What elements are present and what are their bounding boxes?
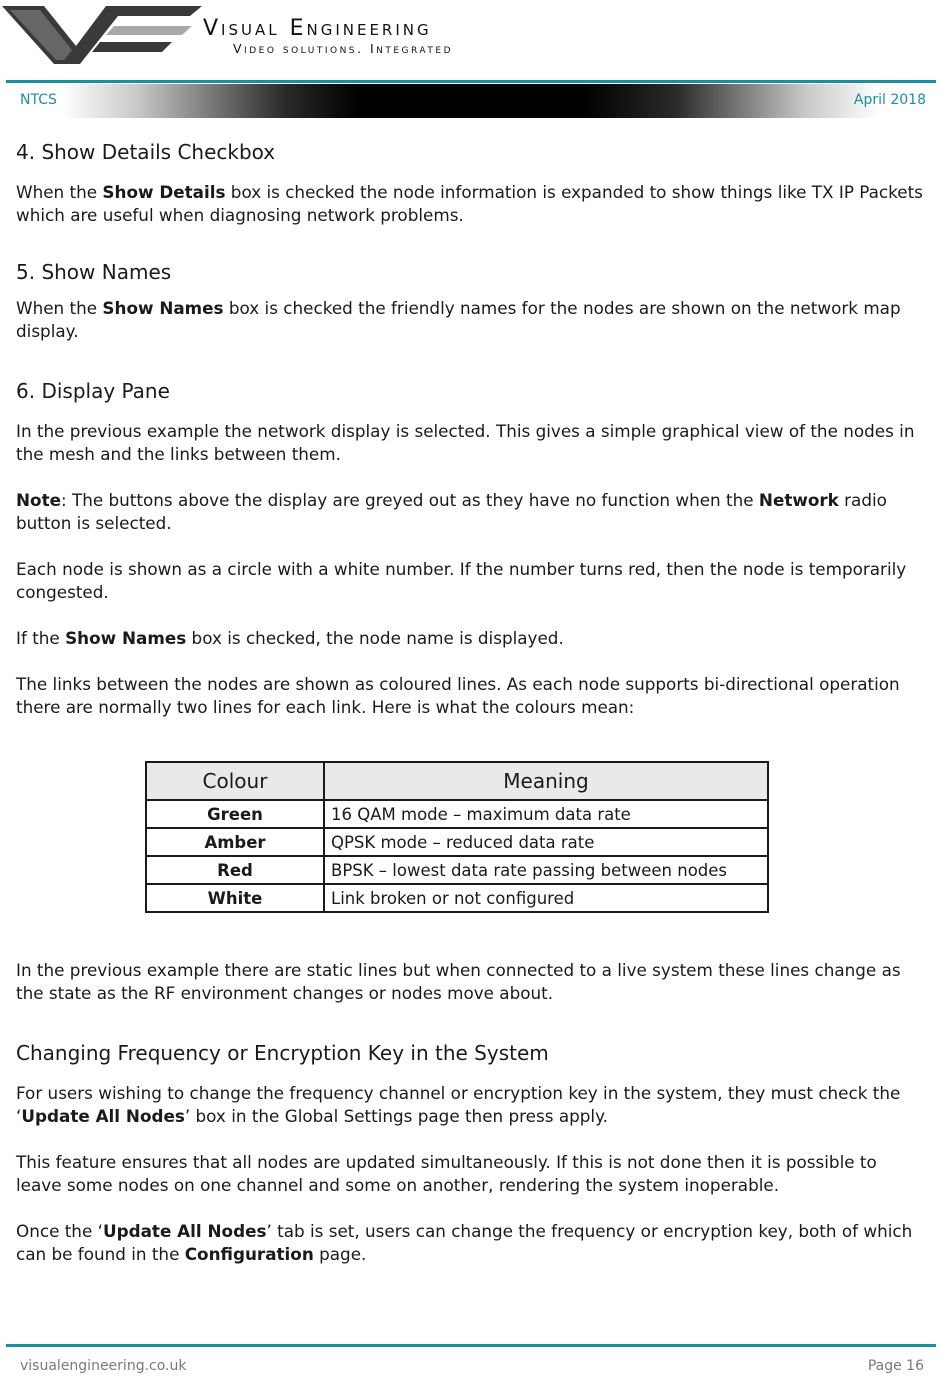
section-heading-show-details: 4. Show Details Checkbox: [16, 140, 276, 164]
bold-text: Update All Nodes: [21, 1106, 185, 1126]
table-cell-colour: White: [146, 884, 324, 912]
table-row: [146, 828, 768, 856]
text: ’ box in the Global Settings page then press apply.: [184, 1106, 608, 1126]
table-cell-meaning: 16 QAM mode – maximum data rate: [324, 800, 768, 828]
page-header: [0, 0, 950, 80]
table-cell-meaning: BPSK – lowest data rate passing between nodes: [324, 856, 768, 884]
paragraph-after-table: In the previous example there are static lines but when connected to a live system these lines change as the state as the RF environment changes or nodes move about.: [16, 960, 901, 1003]
bold-text: Show Details: [102, 182, 226, 202]
text: box is checked the node information is expanded to show things like TX IP Packets which are useful when diagnosing network problems.: [16, 182, 923, 225]
page-content: [16, 139, 926, 1289]
section-heading-show-names: 5. Show Names: [16, 260, 172, 284]
paragraph-display-pane-5: The links between the nodes are shown as coloured lines. As each node supports bi-directional operation there are normally two lines for each link. Here is what the colours mean:: [16, 674, 900, 717]
table-cell-meaning: Link broken or not configured: [324, 884, 768, 912]
paragraph-changing-frequency-3: [16, 1220, 926, 1266]
document-date: April 2018: [853, 92, 926, 108]
header-gradient-band: [6, 84, 936, 118]
table-header-row: [146, 762, 768, 800]
text: page.: [313, 1244, 367, 1264]
paragraph-changing-frequency-2: This feature ensures that all nodes are updated simultaneously. If this is not done then it is possible to leave some nodes on one channel and some on another, rendering the system inoperable.: [16, 1152, 877, 1195]
table-row: [146, 856, 768, 884]
bold-text: Show Names: [65, 628, 187, 648]
document-label: NTCS: [20, 92, 57, 108]
paragraph-display-pane-4: [16, 627, 926, 650]
paragraph-show-names: [16, 297, 926, 343]
text: box is checked, the node name is displayed.: [186, 628, 564, 648]
paragraph-changing-frequency-1: [16, 1082, 926, 1128]
table-header-colour: Colour: [146, 762, 324, 800]
bold-text: Show Names: [102, 298, 224, 318]
footer-page-number: Page 16: [867, 1358, 924, 1374]
text: When the: [16, 182, 103, 202]
text: Once the ‘: [16, 1221, 103, 1241]
paragraph-display-pane-note: [16, 489, 926, 535]
paragraph-display-pane-3: Each node is shown as a circle with a white number. If the number turns red, then the node is temporarily congested.: [16, 559, 907, 602]
header-divider: [6, 80, 936, 83]
brand-subtitle: Video solutions. Integrated: [233, 41, 453, 56]
footer-website: visualengineering.co.uk: [20, 1358, 187, 1374]
table-header-meaning: Meaning: [324, 762, 768, 800]
paragraph-show-details: [16, 181, 926, 227]
text: box is checked the friendly names for the nodes are shown on the network map display.: [16, 298, 901, 341]
text: For users wishing to change the frequency channel or encryption key in the system, they must check the ‘: [16, 1083, 901, 1126]
table-row: [146, 800, 768, 828]
table-cell-meaning: QPSK mode – reduced data rate: [324, 828, 768, 856]
bold-text: Configuration: [184, 1244, 314, 1264]
section-heading-changing-frequency: Changing Frequency or Encryption Key in the System: [16, 1041, 549, 1065]
section-heading-display-pane: 6. Display Pane: [16, 379, 170, 403]
text: When the: [16, 298, 103, 318]
text: If the: [16, 628, 66, 648]
brand-title: Visual Engineering: [203, 16, 432, 41]
table-row: [146, 884, 768, 912]
text: ’ tab is set, users can change the frequency or encryption key, both of which can be found in the: [16, 1221, 913, 1264]
bold-text: Network: [758, 490, 839, 510]
bold-text: Note: [16, 490, 61, 510]
text: radio button is selected.: [16, 490, 887, 533]
table-cell-colour: Green: [146, 800, 324, 828]
table-cell-colour: Amber: [146, 828, 324, 856]
brand-block: [203, 16, 453, 56]
colour-meaning-table: [145, 761, 769, 913]
footer-divider: [6, 1344, 936, 1347]
text: : The buttons above the display are greyed out as they have no function when the: [60, 490, 759, 510]
visual-engineering-logo-icon: [2, 2, 202, 66]
table-cell-colour: Red: [146, 856, 324, 884]
bold-text: Update All Nodes: [102, 1221, 267, 1241]
paragraph-display-pane-1: In the previous example the network display is selected. This gives a simple graphical view of the nodes in the mesh and the links between them.: [16, 421, 915, 464]
